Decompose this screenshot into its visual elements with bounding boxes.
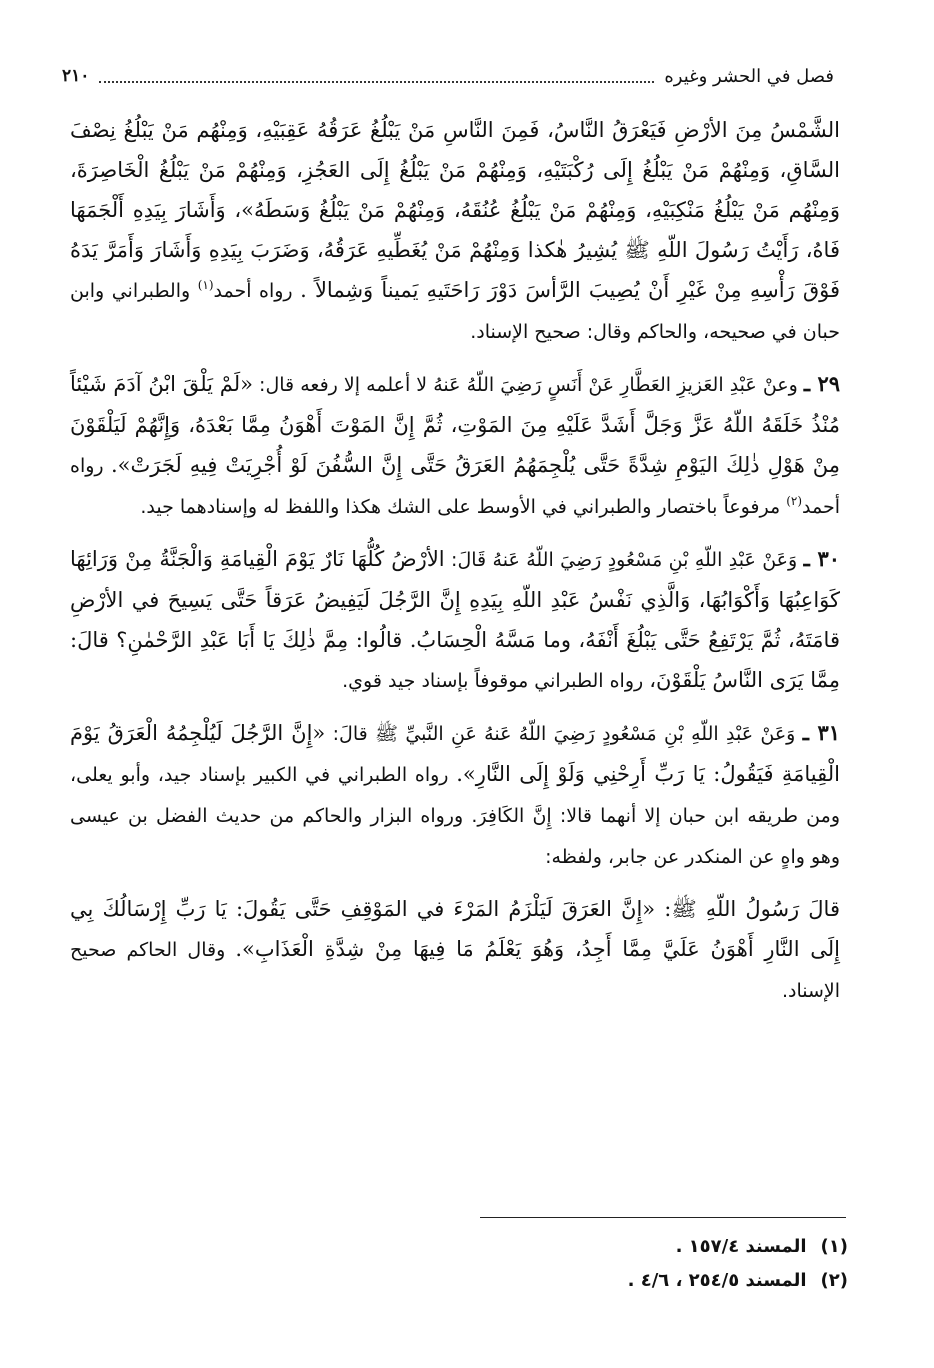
running-title: فصل في الحشر وغيره: [664, 65, 834, 87]
footnote-marker: (٢): [786, 494, 803, 508]
footnote-number: (١): [820, 1236, 848, 1257]
narration-text: مرفوعاً باختصار والطبراني في الأوسط على الشك هكذا واللفظ له وإسنادهما جيد.: [140, 496, 787, 518]
hadith-number: ٣٠ ـ: [803, 546, 841, 571]
footnote-marker: (١): [197, 278, 214, 292]
footnote-number: (٢): [820, 1270, 848, 1291]
footnote-item: [400, 1264, 848, 1298]
paragraph-continuation: [70, 110, 840, 352]
footnote-item: [400, 1230, 848, 1264]
narration-text: رواه أحمد: [213, 280, 301, 302]
narration-text: وَعَنْ عَبْدِ اللّهِ بْنِ مَسْعُودٍ رَضِيَ اللّهُ عَنهُ قَالَ:: [444, 549, 804, 571]
narration-text: والطبراني وابن حبان في صحيحه، والحاكم وقال: صحيح الإسناد.: [70, 280, 840, 343]
paragraph-29: [70, 364, 840, 527]
narration-text: رواه الطبراني موقوفاً بإسناد جيد قوي.: [342, 670, 650, 692]
narration-text: رواه أحمد: [70, 455, 840, 518]
hadith-text: «لَمْ يَلْقَ ابْنُ آدَمَ شَيْئاً مُنْذُ خَلَقَهُ اللّهُ عَزَّ وَجَلَّ أَشَدَّ عَلَيْهِ مِنَ المَوْتِ، ثُمَّ إِنَّ المَوْتَ أَهْوَنُ مِمَّا بَعْدَهُ، وَإِنَّهُمْ لَيَلْقَوْنَ مِنْ هَوْلِ ذٰلِكَ اليَوْمِ شِدَّةً حَتَّى يُلْجِمَهُمُ العَرَقُ حَتَّى إِنَّ السُّفُنَ لَوْ أُجْرِيَتْ فِيهِ لَجَرَتْ».: [70, 372, 841, 477]
narration-text: وقال الحاكم صحيح الإسناد.: [70, 939, 840, 1002]
hadith-text: «إِنَّ العَرَقَ لَيَلْزَمُ المَرْءَ في المَوْقِفِ حَتَّى يَقُولَ: يَا رَبِّ إِرْسَالُكَ بِي إِلَى النَّارِ أَهْوَنُ عَلَيَّ مِمَّا أَجِدُ، وَهُوَ يَعْلَمُ مَا فِيهَا مِنْ شِدَّةِ الْعَذَابِ».: [70, 897, 840, 961]
footnotes: [400, 1230, 848, 1298]
main-text: [70, 110, 840, 1023]
hadith-text: الشَّمْسُ مِنَ الأرْضِ فَيَعْرَقُ النَّاسُ، فَمِنَ النَّاسِ مَنْ يَبْلُغُ عَرَقُهُ عَقِبَيْهِ، وَمِنْهُم مَنْ يَبْلُغُ نِصْفَ السَّاقِ، وَمِنْهُمْ مَنْ يَبْلُغُ إِلَى رُكْبَتَيْهِ، وَمِنْهُمْ مَنْ يَبْلُغُ إِلَى العَجُزِ، وَمِنْهُمْ مَنْ يَبْلُغُ الْخَاصِرَةَ، وَمِنْهُم مَنْ يَبْلُغُ مَنْكِبَيْهِ، وَمِنْهُمْ مَنْ يَبْلُغُ عُنُقَهُ، وَمِنْهُمْ مَنْ يَبْلُغُ وَسَطَهُ»، وَأَشَارَ بِيَدِهِ أَلْجَمَهَا فَاهُ، رَأَيْتُ رَسُولَ اللّهِ ﷺ يُشِيرُ هٰكذا وَمِنْهُمْ مَنْ يُغَطِّيهِ عَرَقُهُ، وَضَرَبَ بِيَدِهِ وَأَشَارَ وَأَمَرَّ يَدَهُ فَوْقَ رَأْسِهِ مِنْ غَيْرِ أَنْ يُصِيبَ الرَّأسَ دَوْرَ رَاحَتَيهِ يَميناً وَشِمالاً .: [70, 118, 840, 302]
footnote-text: المسند ٢٥٤/٥ ، ٤/٦ .: [627, 1270, 807, 1291]
paragraph-30: [70, 539, 840, 701]
narration-text: وَعَنْ عَبْدِ اللّهِ بْنِ مَسْعُودٍ رَضِيَ اللّهُ عَنهُ عَنِ النَّبيِّ ﷺ قالَ:: [325, 723, 803, 745]
hadith-number: ٢٩ ـ: [803, 371, 840, 396]
hadith-number: ٣١ ـ: [802, 720, 841, 745]
page-header: [62, 62, 834, 90]
hadith-text: الأرْضُ كُلُّهَا نَارٌ يَوْمَ الْقِيامَةِ وَالْجَنَّةُ مِنْ وَرَائِهَا كَوَاعِبُهَا وَأَكْوَابُهَا، وَالَّذِي نَفْسُ عَبْدِ اللّهِ بِيَدِهِ إِنَّ الرَّجُلَ لَيَفِيضُ عَرَقاً حَتَّى يَسِيحَ في الأرْضِ قامَتَهُ، ثُمَّ يَرْتَفِعُ حَتَّى يَبْلُغَ أَنْفَهُ، وما مَسَّهُ الْحِسَابُ. قالُوا: مِمَّ ذٰلِكَ يَا أَبَا عَبْدِ الرَّحْمٰنِ؟ قالَ: مِمَّا يَرَى النَّاسُ يَلْقَوْنَ،: [70, 547, 840, 692]
hadith-text: «إِنَّ الرَّجُلَ لَيُلْجِمُهُ الْعَرَقُ يَوْمَ الْقِيامَةِ فَيَقُولُ: يَا رَبِّ أَرِحْنِي وَلَوْ إِلَى النَّارِ».: [70, 721, 840, 786]
narration-text: رواه الطبراني في الكبير بإسناد جيد، وأبو يعلى، ومن طريقه ابن حبان إلا أنهما قالا: إِنَّ الكَافِرَ. ورواه البزار والحاكم من حديث الفضل بن عيسى وهو واهٍ عن المنكدر عن جابر، ولفظه:: [70, 764, 840, 868]
page-number: ٢١٠: [62, 66, 90, 86]
header-dot-leader: [99, 69, 654, 83]
footnote-text: المسند ١٥٧/٤ .: [675, 1236, 807, 1257]
paragraph-31: [70, 713, 840, 877]
paragraph-quote: [70, 889, 840, 1011]
narration-text: وعنْ عَبْدِ العَزيزِ العَطَّارِ عَنْ أَنَسٍ رَضِيَ اللّهُ عَنهُ لا أعلمه إلا رفعه قال:: [252, 374, 804, 396]
footnote-divider: [480, 1217, 846, 1218]
hadith-text: قالَ رَسُولُ اللّهِ ﷺ:: [655, 897, 840, 921]
